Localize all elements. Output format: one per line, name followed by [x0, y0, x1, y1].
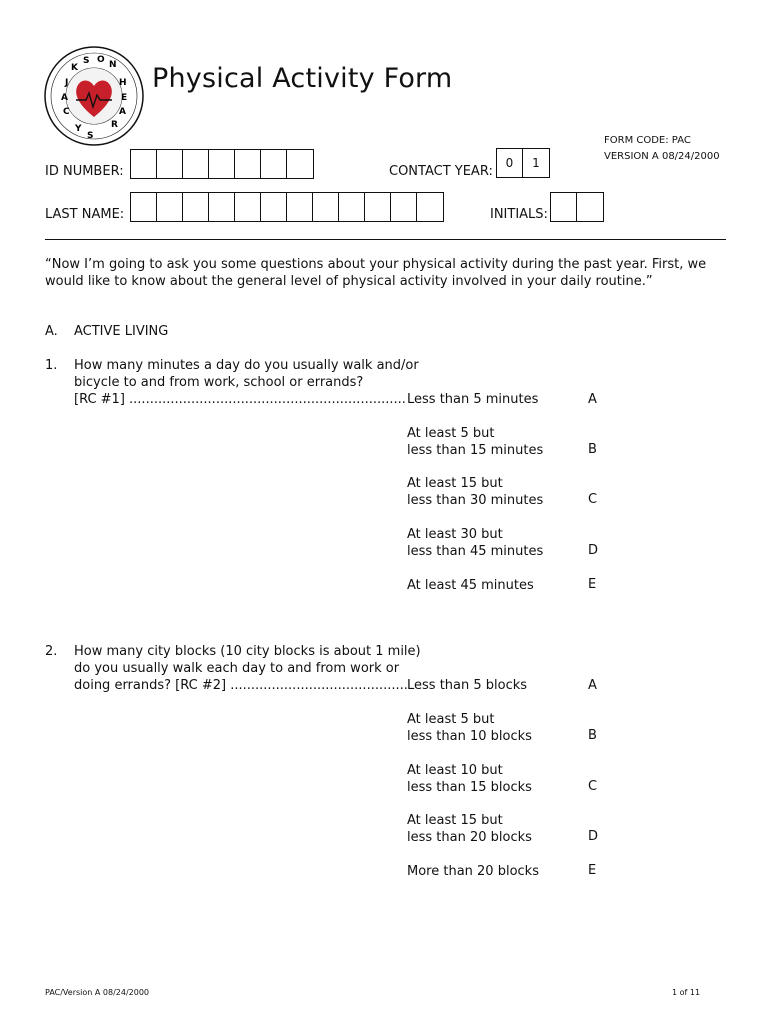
- id-number-box[interactable]: [261, 150, 287, 178]
- last-name-box[interactable]: [183, 193, 209, 221]
- svg-text:H: H: [119, 78, 127, 88]
- answer-option: less than 45 minutes: [407, 544, 544, 559]
- id-number-box[interactable]: [235, 150, 261, 178]
- last-name-box[interactable]: [339, 193, 365, 221]
- contact-year-digit[interactable]: 1: [532, 156, 540, 170]
- last-name-boxes[interactable]: [130, 192, 444, 222]
- answer-option: At least 10 but: [407, 763, 503, 778]
- initials-box[interactable]: [551, 193, 577, 221]
- contact-year-digit[interactable]: 0: [497, 149, 523, 177]
- id-number-boxes[interactable]: [130, 149, 314, 179]
- answer-code[interactable]: C: [588, 779, 598, 794]
- answer-option: less than 15 blocks: [407, 780, 532, 795]
- svg-text:J: J: [65, 78, 69, 88]
- question-number: 1.: [45, 358, 58, 373]
- last-name-box[interactable]: [287, 193, 313, 221]
- id-number-box[interactable]: [209, 150, 235, 178]
- svg-text:C: C: [63, 107, 70, 117]
- answer-option: At least 45 minutes: [407, 578, 534, 593]
- answer-option: At least 5 but: [407, 426, 495, 441]
- answer-code[interactable]: D: [588, 829, 599, 844]
- contact-year-boxes[interactable]: [496, 148, 550, 178]
- answer-option: Less than 5 blocks: [407, 678, 528, 693]
- last-name-box[interactable]: [391, 193, 417, 221]
- last-name-box[interactable]: [261, 193, 287, 221]
- answer-code[interactable]: E: [588, 577, 597, 592]
- answer-option: More than 20 blocks: [407, 864, 539, 879]
- intro-text: “Now I’m going to ask you some questions about your physical activity during the past year. First, we would like to know about the general level of physical activity involved in your daily routine.”: [45, 257, 707, 289]
- section-title: ACTIVE LIVING: [74, 324, 169, 339]
- id-number-box[interactable]: [131, 150, 157, 178]
- last-name-box[interactable]: [235, 193, 261, 221]
- answer-code[interactable]: B: [588, 728, 597, 743]
- svg-text:E: E: [121, 93, 128, 103]
- last-name-box[interactable]: [209, 193, 235, 221]
- last-name-box[interactable]: [417, 193, 443, 221]
- answer-code[interactable]: B: [588, 442, 597, 457]
- last-name-box[interactable]: [313, 193, 339, 221]
- last-name-label: LAST NAME:: [45, 207, 125, 222]
- question-text: do you usually walk each day to and from work or: [74, 661, 400, 676]
- svg-text:K: K: [71, 63, 78, 73]
- id-number-box[interactable]: [183, 150, 209, 178]
- initials-box[interactable]: [577, 193, 603, 221]
- svg-text:A: A: [119, 107, 126, 117]
- svg-text:S: S: [87, 131, 94, 141]
- question-leader: [RC #1] ...................................................................: [74, 392, 406, 407]
- form-code: FORM CODE: PAC: [604, 135, 691, 146]
- answer-option: less than 15 minutes: [407, 443, 544, 458]
- svg-text:R: R: [111, 120, 118, 130]
- answer-option: At least 5 but: [407, 712, 495, 727]
- last-name-box[interactable]: [131, 193, 157, 221]
- header-divider: [45, 239, 726, 240]
- svg-text:Y: Y: [75, 124, 82, 134]
- svg-text:S: S: [83, 56, 90, 66]
- question-text: How many minutes a day do you usually walk and/or: [74, 358, 419, 373]
- answer-code[interactable]: D: [588, 543, 599, 558]
- page-number: 1 of 11: [672, 988, 701, 997]
- question-text: How many city blocks (10 city blocks is about 1 mile): [74, 644, 421, 659]
- answer-code[interactable]: A: [588, 678, 597, 693]
- question-leader: doing errands? [RC #2] ...........................................: [74, 678, 408, 693]
- form-title: Physical Activity Form: [152, 63, 453, 94]
- answer-option: Less than 5 minutes: [407, 392, 539, 407]
- svg-text:O: O: [97, 55, 105, 65]
- initials-boxes[interactable]: [550, 192, 604, 222]
- answer-code[interactable]: C: [588, 492, 598, 507]
- answer-option: less than 10 blocks: [407, 729, 532, 744]
- footer-version: PAC/Version A 08/24/2000: [45, 988, 150, 997]
- question-text: bicycle to and from work, school or errands?: [74, 375, 364, 390]
- question-number: 2.: [45, 644, 58, 659]
- answer-option: At least 15 but: [407, 476, 503, 491]
- answer-option: At least 15 but: [407, 813, 503, 828]
- initials-label: INITIALS:: [490, 207, 548, 222]
- form-version: VERSION A 08/24/2000: [604, 151, 720, 162]
- answer-code[interactable]: A: [588, 392, 597, 407]
- answer-option: less than 30 minutes: [407, 493, 544, 508]
- svg-text:A: A: [61, 93, 68, 103]
- answer-option: At least 30 but: [407, 527, 503, 542]
- svg-text:N: N: [109, 60, 117, 70]
- id-number-label: ID NUMBER:: [45, 164, 124, 179]
- contact-year-label: CONTACT YEAR:: [389, 164, 493, 179]
- answer-option: less than 20 blocks: [407, 830, 532, 845]
- section-letter: A.: [45, 324, 58, 339]
- last-name-box[interactable]: [365, 193, 391, 221]
- last-name-box[interactable]: [157, 193, 183, 221]
- id-number-box[interactable]: [287, 150, 313, 178]
- jackson-heart-study-logo: [43, 45, 145, 147]
- id-number-box[interactable]: [157, 150, 183, 178]
- answer-code[interactable]: E: [588, 863, 597, 878]
